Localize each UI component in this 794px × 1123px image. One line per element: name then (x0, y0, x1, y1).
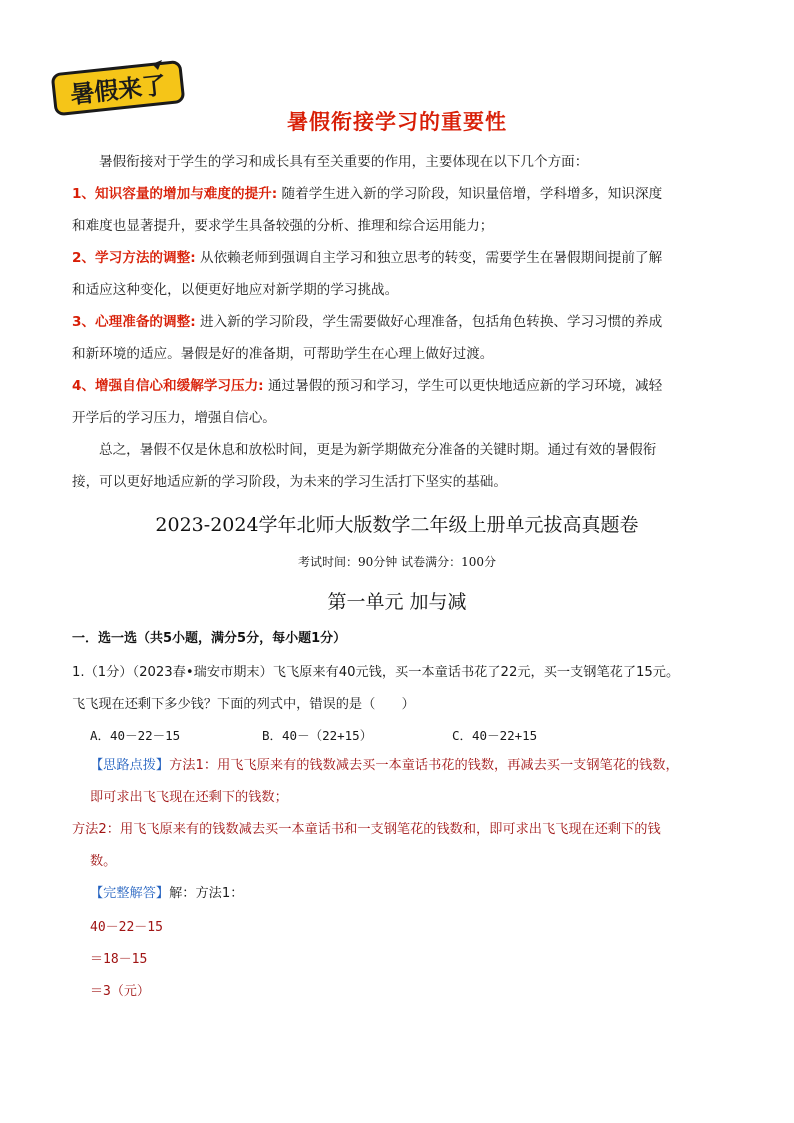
hint-method-2-cont: 数。 (90, 854, 117, 869)
option-c: C．40－22+15 (452, 728, 538, 743)
calc-step-3: ＝3（元） (90, 984, 150, 999)
section-heading: 一．选一选（共5小题，满分5分，每小题1分） (72, 631, 347, 646)
point-3-label: 3、心理准备的调整: (72, 314, 196, 330)
logo-text: 暑假来了 (69, 71, 168, 110)
point-4-text-cont: 开学后的学习压力，增强自信心。 (72, 410, 276, 426)
hint-method-1: 方法1：用飞飞原来有的钱数减去买一本童话书花的钱数，再减去买一支钢笔花的钱数， (169, 758, 679, 773)
question-1-line-2: 飞飞现在还剩下多少钱？下面的列式中，错误的是（ ） (72, 697, 415, 712)
point-1-text-cont: 和难度也显著提升，要求学生具备较强的分析、推理和综合运用能力； (72, 218, 494, 234)
point-3 (72, 306, 732, 370)
point-4-text: 通过暑假的预习和学习，学生可以更快地适应新的学习环境，减轻 (263, 378, 663, 394)
hint-method-1-cont: 即可求出飞飞现在还剩下的钱数； (90, 790, 288, 805)
answer-heading (90, 878, 740, 910)
page-title: 暑假衔接学习的重要性 (287, 110, 507, 134)
point-2-text-cont: 和适应这种变化，以便更好地应对新学期的学习挑战。 (72, 282, 399, 298)
hint-tag: 【思路点拨】 (90, 758, 170, 773)
question-1-line-1: 1.（1分）（2023春•瑞安市期末）飞飞原来有40元钱，买一本童话书花了22元，买一支钢笔花了15元。 (72, 665, 680, 680)
point-4-label: 4、增强自信心和缓解学习压力: (72, 378, 264, 394)
answer-text: 解：方法1： (169, 886, 244, 901)
point-1-label: 1、知识容量的增加与难度的提升: (72, 186, 278, 202)
hint-block (72, 750, 740, 878)
point-2 (72, 242, 732, 306)
point-1 (72, 178, 732, 242)
hint-method-2: 方法2：用飞飞原来有的钱数减去买一本童话书和一支钢笔花的钱数和，即可求出飞飞现在还剩下的钱 (72, 822, 661, 837)
summary-line-2: 接，可以更好地适应新的学习阶段，为未来的学习生活打下坚实的基础。 (72, 474, 507, 490)
point-2-text: 从依赖老师到强调自主学习和独立思考的转变，需要学生在暑假期间提前了解 (195, 250, 663, 266)
option-a: A．40－22－15 (90, 728, 181, 743)
unit-title: 第一单元 加与减 (327, 591, 467, 613)
option-b: B．40－（22+15） (262, 728, 373, 743)
point-3-text: 进入新的学习阶段，学生需要做好心理准备，包括角色转换、学习习惯的养成 (195, 314, 663, 330)
summary-line-1: 总之，暑假不仅是休息和放松时间，更是为新学期做充分准备的关键时期。通过有效的暑假衔 (99, 442, 657, 458)
point-3-text-cont: 和新环境的适应。暑假是好的准备期，可帮助学生在心理上做好过渡。 (72, 346, 494, 362)
intro-paragraph: 暑假衔接对于学生的学习和成长具有至关重要的作用，主要体现在以下几个方面： (99, 154, 589, 170)
calc-step-2: ＝18－15 (90, 952, 148, 967)
point-1-text: 随着学生进入新的学习阶段，知识量倍增，学科增多，知识深度 (277, 186, 663, 202)
exam-subtitle: 考试时间：90分钟 试卷满分：100分 (298, 555, 496, 569)
point-4 (72, 370, 732, 434)
point-2-label: 2、学习方法的调整: (72, 250, 196, 266)
answer-tag: 【完整解答】 (90, 886, 170, 901)
summary-paragraph (72, 434, 732, 498)
calc-step-1: 40－22－15 (90, 920, 163, 935)
exam-title: 2023-2024学年北师大版数学二年级上册单元拔高真题卷 (155, 514, 639, 536)
